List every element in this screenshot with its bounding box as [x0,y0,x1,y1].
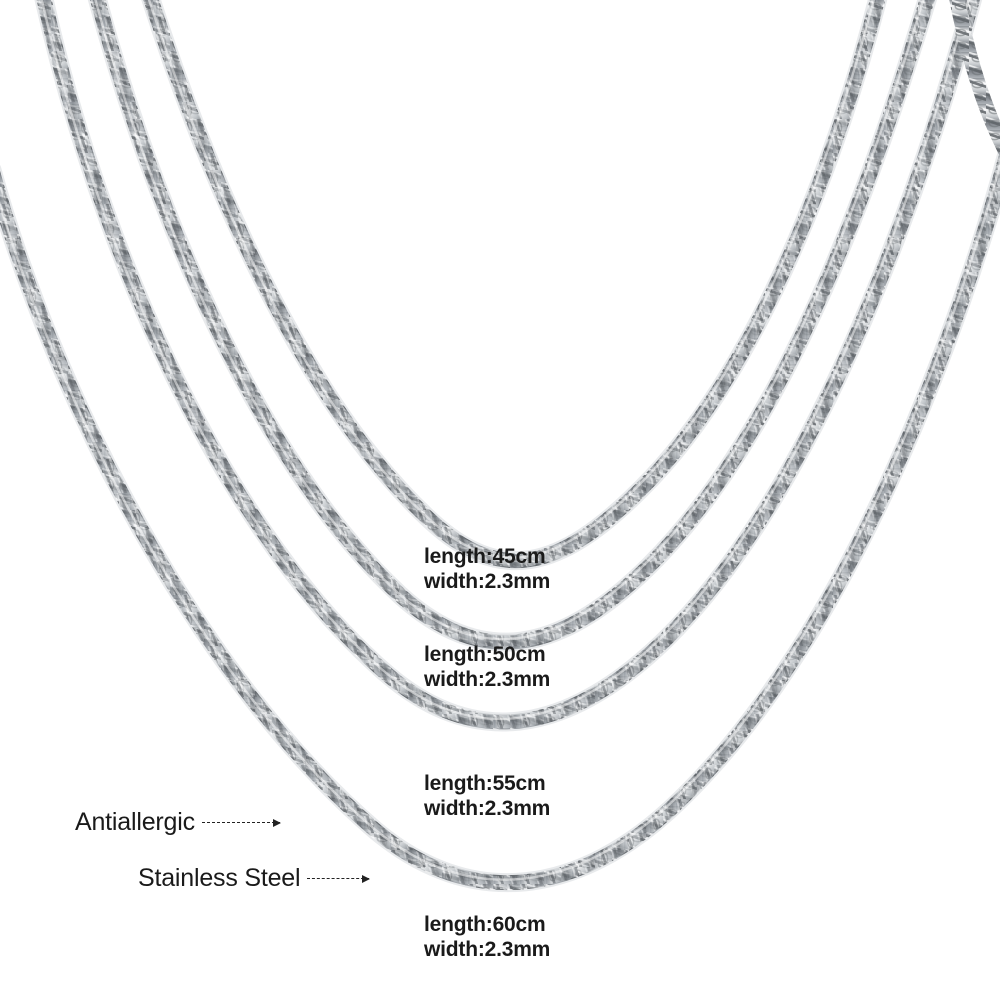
length-60-text: length:60cm [424,913,546,936]
callout-stainless-steel [138,864,369,893]
antiallergic-text: Antiallergic [75,808,195,836]
stainless-steel-arrow-icon [307,878,369,880]
callout-antiallergic [75,808,280,837]
width-50-text: width:2.3mm [424,667,551,691]
label-chain-50 [424,643,550,693]
chain-45 [145,0,880,561]
stainless-steel-text: Stainless Steel [138,864,301,892]
width-45-text: width:2.3mm [424,569,551,593]
chain-partial-top-right [955,0,1000,150]
length-50-text: length:50cm [424,643,546,666]
width-60-text: width:2.3mm [424,937,551,961]
label-chain-55 [424,772,550,822]
width-55-text: width:2.3mm [424,796,551,820]
length-45-text: length:45cm [424,545,546,568]
label-chain-45 [424,545,550,595]
antiallergic-arrow-icon [202,822,280,824]
label-chain-60 [424,913,550,963]
length-55-text: length:55cm [424,772,546,795]
